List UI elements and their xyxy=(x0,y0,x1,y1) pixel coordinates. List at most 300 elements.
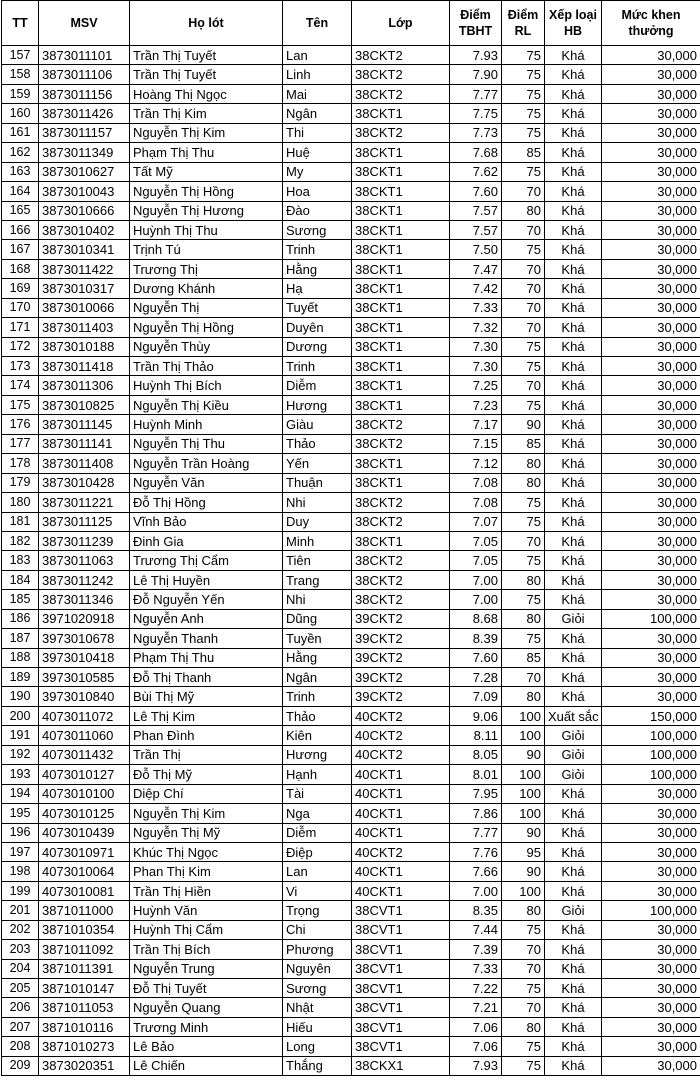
cell-ten: Trinh xyxy=(283,687,352,706)
cell-ten: Thi xyxy=(283,123,352,142)
cell-ten: Thảo xyxy=(283,706,352,725)
cell-diem-rl: 75 xyxy=(502,104,545,123)
cell-ten: Diễm xyxy=(283,376,352,395)
cell-tt: 174 xyxy=(2,376,39,395)
cell-diem-tbht: 7.57 xyxy=(450,220,502,239)
cell-ten: Kiên xyxy=(283,726,352,745)
cell-diem-rl: 70 xyxy=(502,220,545,239)
cell-msv: 3873011101 xyxy=(39,46,130,65)
cell-muc-khen: 30,000 xyxy=(602,434,700,453)
cell-xep-loai: Khá xyxy=(545,240,602,259)
cell-xep-loai: Khá xyxy=(545,512,602,531)
cell-tt: 173 xyxy=(2,357,39,376)
scholarship-table xyxy=(1,0,700,1076)
cell-muc-khen: 30,000 xyxy=(602,84,700,103)
cell-diem-rl: 80 xyxy=(502,201,545,220)
cell-diem-rl: 100 xyxy=(502,804,545,823)
cell-ho-lot: Huỳnh Thị Thu xyxy=(130,220,283,239)
cell-muc-khen: 30,000 xyxy=(602,357,700,376)
cell-ten: Ngân xyxy=(283,668,352,687)
cell-xep-loai: Khá xyxy=(545,979,602,998)
cell-ten: Vi xyxy=(283,881,352,900)
cell-tt: 209 xyxy=(2,1056,39,1075)
cell-diem-tbht: 7.08 xyxy=(450,473,502,492)
cell-ho-lot: Đỗ Thị Tuyết xyxy=(130,979,283,998)
cell-ten: Nga xyxy=(283,804,352,823)
cell-ho-lot: Nguyễn Thị xyxy=(130,298,283,317)
cell-diem-tbht: 7.73 xyxy=(450,123,502,142)
cell-diem-rl: 75 xyxy=(502,240,545,259)
cell-msv: 3871011000 xyxy=(39,901,130,920)
cell-ho-lot: Lê Thị Huyền xyxy=(130,570,283,589)
cell-diem-tbht: 7.76 xyxy=(450,842,502,861)
cell-ho-lot: Đỗ Thị Thanh xyxy=(130,668,283,687)
table-row xyxy=(2,745,700,764)
cell-tt: 171 xyxy=(2,318,39,337)
cell-ho-lot: Trần Thị Hiền xyxy=(130,881,283,900)
cell-diem-tbht: 7.77 xyxy=(450,823,502,842)
cell-msv: 3873020351 xyxy=(39,1056,130,1075)
cell-ho-lot: Trịnh Tú xyxy=(130,240,283,259)
cell-diem-tbht: 7.30 xyxy=(450,337,502,356)
cell-diem-rl: 100 xyxy=(502,706,545,725)
table-row xyxy=(2,434,700,453)
cell-tt: 192 xyxy=(2,745,39,764)
cell-muc-khen: 30,000 xyxy=(602,570,700,589)
cell-lop: 40CKT1 xyxy=(352,765,450,784)
table-row xyxy=(2,65,700,84)
cell-msv: 3873011306 xyxy=(39,376,130,395)
cell-lop: 40CKT1 xyxy=(352,823,450,842)
cell-diem-tbht: 7.15 xyxy=(450,434,502,453)
cell-muc-khen: 30,000 xyxy=(602,473,700,492)
cell-ten: Điệp xyxy=(283,842,352,861)
cell-diem-tbht: 7.06 xyxy=(450,1037,502,1056)
cell-lop: 39CKT2 xyxy=(352,648,450,667)
cell-ho-lot: Nguyễn Thị Kiều xyxy=(130,395,283,414)
cell-lop: 38CKT1 xyxy=(352,376,450,395)
cell-diem-tbht: 7.06 xyxy=(450,1017,502,1036)
cell-ho-lot: Nguyễn Trung xyxy=(130,959,283,978)
cell-msv: 4073010081 xyxy=(39,881,130,900)
cell-ten: Dương xyxy=(283,337,352,356)
cell-ho-lot: Trần Thị Tuyết xyxy=(130,46,283,65)
cell-msv: 3873011242 xyxy=(39,570,130,589)
cell-ho-lot: Đỗ Thị Mỹ xyxy=(130,765,283,784)
cell-msv: 3973010678 xyxy=(39,629,130,648)
cell-muc-khen: 30,000 xyxy=(602,940,700,959)
cell-xep-loai: Khá xyxy=(545,1056,602,1075)
cell-lop: 38CKT1 xyxy=(352,182,450,201)
cell-lop: 38CKT2 xyxy=(352,84,450,103)
cell-xep-loai: Khá xyxy=(545,104,602,123)
cell-ten: Huệ xyxy=(283,143,352,162)
cell-diem-tbht: 7.86 xyxy=(450,804,502,823)
cell-diem-rl: 70 xyxy=(502,318,545,337)
cell-msv: 4073010127 xyxy=(39,765,130,784)
cell-tt: 208 xyxy=(2,1037,39,1056)
cell-diem-rl: 75 xyxy=(502,1037,545,1056)
cell-lop: 38CKT1 xyxy=(352,104,450,123)
cell-xep-loai: Khá xyxy=(545,84,602,103)
cell-xep-loai: Khá xyxy=(545,65,602,84)
cell-muc-khen: 30,000 xyxy=(602,979,700,998)
cell-muc-khen: 30,000 xyxy=(602,259,700,278)
cell-ten: Thuận xyxy=(283,473,352,492)
cell-lop: 40CKT2 xyxy=(352,842,450,861)
cell-diem-tbht: 7.60 xyxy=(450,648,502,667)
cell-muc-khen: 100,000 xyxy=(602,901,700,920)
table-row xyxy=(2,920,700,939)
cell-ho-lot: Nguyễn Thanh xyxy=(130,629,283,648)
header-lop: Lớp xyxy=(352,1,450,46)
cell-ten: Tài xyxy=(283,784,352,803)
cell-muc-khen: 30,000 xyxy=(602,512,700,531)
cell-diem-rl: 75 xyxy=(502,629,545,648)
cell-msv: 3873011063 xyxy=(39,551,130,570)
cell-msv: 4073011432 xyxy=(39,745,130,764)
table-row xyxy=(2,395,700,414)
cell-diem-rl: 100 xyxy=(502,765,545,784)
cell-muc-khen: 30,000 xyxy=(602,376,700,395)
cell-xep-loai: Khá xyxy=(545,823,602,842)
table-row xyxy=(2,318,700,337)
cell-tt: 199 xyxy=(2,881,39,900)
cell-ten: Chi xyxy=(283,920,352,939)
table-row xyxy=(2,143,700,162)
cell-lop: 38CKT2 xyxy=(352,415,450,434)
table-row xyxy=(2,1037,700,1056)
cell-lop: 38CKT1 xyxy=(352,220,450,239)
cell-muc-khen: 30,000 xyxy=(602,590,700,609)
cell-ten: Yến xyxy=(283,454,352,473)
cell-msv: 3873011141 xyxy=(39,434,130,453)
cell-msv: 3873011145 xyxy=(39,415,130,434)
cell-lop: 38CKT2 xyxy=(352,65,450,84)
cell-diem-rl: 95 xyxy=(502,842,545,861)
cell-diem-rl: 80 xyxy=(502,1017,545,1036)
cell-msv: 4073010439 xyxy=(39,823,130,842)
cell-ho-lot: Nguyễn Thị Mỹ xyxy=(130,823,283,842)
cell-lop: 38CKX1 xyxy=(352,1056,450,1075)
cell-diem-rl: 75 xyxy=(502,84,545,103)
cell-msv: 3873010627 xyxy=(39,162,130,181)
cell-diem-tbht: 7.30 xyxy=(450,357,502,376)
cell-tt: 207 xyxy=(2,1017,39,1036)
cell-xep-loai: Khá xyxy=(545,434,602,453)
cell-tt: 187 xyxy=(2,629,39,648)
cell-diem-tbht: 8.39 xyxy=(450,629,502,648)
table-row xyxy=(2,259,700,278)
cell-ho-lot: Huỳnh Thị Bích xyxy=(130,376,283,395)
cell-ho-lot: Phạm Thị Thu xyxy=(130,143,283,162)
cell-ho-lot: Phan Thị Kim xyxy=(130,862,283,881)
cell-tt: 183 xyxy=(2,551,39,570)
cell-tt: 177 xyxy=(2,434,39,453)
table-row xyxy=(2,998,700,1017)
cell-xep-loai: Khá xyxy=(545,862,602,881)
cell-lop: 38CKT1 xyxy=(352,162,450,181)
cell-xep-loai: Khá xyxy=(545,201,602,220)
cell-diem-rl: 80 xyxy=(502,609,545,628)
header-muc-khen: Mức khen thưởng xyxy=(602,1,700,46)
cell-muc-khen: 30,000 xyxy=(602,318,700,337)
cell-ho-lot: Đỗ Thị Hồng xyxy=(130,493,283,512)
cell-diem-rl: 70 xyxy=(502,998,545,1017)
cell-msv: 3873011403 xyxy=(39,318,130,337)
cell-ho-lot: Nguyễn Anh xyxy=(130,609,283,628)
cell-ho-lot: Trương Minh xyxy=(130,1017,283,1036)
cell-ten: Trang xyxy=(283,570,352,589)
cell-lop: 38CKT1 xyxy=(352,454,450,473)
cell-diem-tbht: 7.09 xyxy=(450,687,502,706)
cell-diem-rl: 75 xyxy=(502,551,545,570)
cell-ho-lot: Nguyễn Trần Hoàng xyxy=(130,454,283,473)
cell-ho-lot: Huỳnh Văn xyxy=(130,901,283,920)
cell-xep-loai: Khá xyxy=(545,318,602,337)
cell-ten: Tiên xyxy=(283,551,352,570)
cell-xep-loai: Khá xyxy=(545,842,602,861)
cell-tt: 201 xyxy=(2,901,39,920)
cell-msv: 3873011408 xyxy=(39,454,130,473)
cell-diem-tbht: 7.32 xyxy=(450,318,502,337)
cell-ten: Nguyên xyxy=(283,959,352,978)
cell-diem-tbht: 7.07 xyxy=(450,512,502,531)
cell-tt: 175 xyxy=(2,395,39,414)
cell-diem-tbht: 7.08 xyxy=(450,493,502,512)
cell-xep-loai: Khá xyxy=(545,473,602,492)
cell-diem-rl: 70 xyxy=(502,298,545,317)
cell-tt: 204 xyxy=(2,959,39,978)
cell-muc-khen: 30,000 xyxy=(602,143,700,162)
cell-muc-khen: 30,000 xyxy=(602,104,700,123)
cell-lop: 38CKT1 xyxy=(352,357,450,376)
cell-muc-khen: 30,000 xyxy=(602,279,700,298)
cell-diem-tbht: 7.50 xyxy=(450,240,502,259)
cell-lop: 38CKT2 xyxy=(352,123,450,142)
cell-diem-tbht: 8.11 xyxy=(450,726,502,745)
cell-tt: 202 xyxy=(2,920,39,939)
table-row xyxy=(2,629,700,648)
cell-ten: Thảo xyxy=(283,434,352,453)
cell-msv: 3873010825 xyxy=(39,395,130,414)
cell-xep-loai: Giỏi xyxy=(545,726,602,745)
cell-xep-loai: Khá xyxy=(545,920,602,939)
cell-tt: 167 xyxy=(2,240,39,259)
table-row xyxy=(2,415,700,434)
cell-diem-tbht: 9.06 xyxy=(450,706,502,725)
cell-ho-lot: Đinh Gia xyxy=(130,531,283,550)
cell-xep-loai: Khá xyxy=(545,415,602,434)
table-row xyxy=(2,881,700,900)
cell-diem-tbht: 7.90 xyxy=(450,65,502,84)
cell-ten: Duy xyxy=(283,512,352,531)
cell-diem-tbht: 7.17 xyxy=(450,415,502,434)
cell-ten: Trọng xyxy=(283,901,352,920)
cell-tt: 194 xyxy=(2,784,39,803)
cell-xep-loai: Khá xyxy=(545,395,602,414)
cell-diem-tbht: 7.21 xyxy=(450,998,502,1017)
cell-lop: 40CKT2 xyxy=(352,726,450,745)
cell-xep-loai: Giỏi xyxy=(545,745,602,764)
cell-diem-tbht: 7.42 xyxy=(450,279,502,298)
table-row xyxy=(2,376,700,395)
cell-muc-khen: 30,000 xyxy=(602,629,700,648)
cell-tt: 172 xyxy=(2,337,39,356)
cell-diem-tbht: 7.77 xyxy=(450,84,502,103)
cell-diem-tbht: 7.44 xyxy=(450,920,502,939)
cell-diem-rl: 90 xyxy=(502,745,545,764)
cell-tt: 159 xyxy=(2,84,39,103)
table-row xyxy=(2,46,700,65)
table-header xyxy=(2,1,700,46)
cell-xep-loai: Khá xyxy=(545,337,602,356)
cell-lop: 39CKT2 xyxy=(352,668,450,687)
cell-diem-tbht: 7.00 xyxy=(450,881,502,900)
cell-diem-rl: 75 xyxy=(502,1056,545,1075)
cell-xep-loai: Khá xyxy=(545,998,602,1017)
cell-xep-loai: Khá xyxy=(545,687,602,706)
cell-muc-khen: 30,000 xyxy=(602,220,700,239)
cell-diem-tbht: 7.57 xyxy=(450,201,502,220)
cell-lop: 38CKT1 xyxy=(352,240,450,259)
cell-muc-khen: 30,000 xyxy=(602,804,700,823)
cell-diem-tbht: 8.01 xyxy=(450,765,502,784)
table-row xyxy=(2,357,700,376)
cell-diem-rl: 70 xyxy=(502,940,545,959)
cell-tt: 206 xyxy=(2,998,39,1017)
cell-lop: 38CKT1 xyxy=(352,201,450,220)
cell-ten: Lan xyxy=(283,46,352,65)
cell-ten: Nhật xyxy=(283,998,352,1017)
cell-lop: 38CKT2 xyxy=(352,46,450,65)
cell-xep-loai: Khá xyxy=(545,531,602,550)
cell-tt: 181 xyxy=(2,512,39,531)
cell-ten: Nhi xyxy=(283,493,352,512)
cell-diem-rl: 75 xyxy=(502,590,545,609)
cell-ho-lot: Phạm Thị Thu xyxy=(130,648,283,667)
cell-tt: 179 xyxy=(2,473,39,492)
cell-diem-tbht: 7.12 xyxy=(450,454,502,473)
cell-msv: 3871011092 xyxy=(39,940,130,959)
cell-lop: 38CKT2 xyxy=(352,512,450,531)
cell-tt: 203 xyxy=(2,940,39,959)
cell-xep-loai: Khá xyxy=(545,590,602,609)
cell-tt: 188 xyxy=(2,648,39,667)
cell-ten: Dũng xyxy=(283,609,352,628)
table-row xyxy=(2,668,700,687)
cell-xep-loai: Giỏi xyxy=(545,765,602,784)
table-row xyxy=(2,123,700,142)
cell-diem-rl: 75 xyxy=(502,357,545,376)
table-row xyxy=(2,940,700,959)
cell-msv: 4073011060 xyxy=(39,726,130,745)
cell-muc-khen: 30,000 xyxy=(602,668,700,687)
cell-msv: 3973010585 xyxy=(39,668,130,687)
cell-diem-tbht: 7.33 xyxy=(450,298,502,317)
table-row xyxy=(2,1017,700,1036)
cell-ho-lot: Khúc Thị Ngọc xyxy=(130,842,283,861)
cell-muc-khen: 30,000 xyxy=(602,551,700,570)
cell-muc-khen: 30,000 xyxy=(602,648,700,667)
cell-lop: 39CKT2 xyxy=(352,609,450,628)
cell-diem-tbht: 7.93 xyxy=(450,46,502,65)
cell-muc-khen: 100,000 xyxy=(602,745,700,764)
table-row xyxy=(2,512,700,531)
cell-ten: Hiếu xyxy=(283,1017,352,1036)
cell-tt: 193 xyxy=(2,765,39,784)
table-row xyxy=(2,979,700,998)
cell-muc-khen: 30,000 xyxy=(602,998,700,1017)
cell-tt: 162 xyxy=(2,143,39,162)
cell-diem-tbht: 7.05 xyxy=(450,551,502,570)
cell-xep-loai: Giỏi xyxy=(545,901,602,920)
cell-diem-rl: 80 xyxy=(502,473,545,492)
cell-xep-loai: Khá xyxy=(545,940,602,959)
cell-diem-rl: 80 xyxy=(502,454,545,473)
cell-msv: 3871010116 xyxy=(39,1017,130,1036)
cell-diem-tbht: 7.60 xyxy=(450,182,502,201)
table-row xyxy=(2,609,700,628)
cell-diem-tbht: 8.35 xyxy=(450,901,502,920)
cell-lop: 40CKT1 xyxy=(352,881,450,900)
table-row xyxy=(2,726,700,745)
cell-ten: Sương xyxy=(283,979,352,998)
cell-tt: 170 xyxy=(2,298,39,317)
cell-tt: 176 xyxy=(2,415,39,434)
cell-ho-lot: Lê Thị Kim xyxy=(130,706,283,725)
cell-muc-khen: 30,000 xyxy=(602,454,700,473)
cell-tt: 180 xyxy=(2,493,39,512)
cell-muc-khen: 30,000 xyxy=(602,920,700,939)
cell-msv: 3873010341 xyxy=(39,240,130,259)
table-row xyxy=(2,551,700,570)
cell-tt: 164 xyxy=(2,182,39,201)
cell-ho-lot: Nguyễn Thị Hương xyxy=(130,201,283,220)
cell-xep-loai: Khá xyxy=(545,298,602,317)
cell-tt: 165 xyxy=(2,201,39,220)
cell-lop: 39CKT2 xyxy=(352,629,450,648)
cell-xep-loai: Khá xyxy=(545,648,602,667)
cell-diem-rl: 90 xyxy=(502,823,545,842)
cell-tt: 189 xyxy=(2,668,39,687)
table-row xyxy=(2,784,700,803)
cell-diem-rl: 70 xyxy=(502,668,545,687)
cell-ten: Hương xyxy=(283,395,352,414)
cell-ten: My xyxy=(283,162,352,181)
cell-diem-tbht: 7.68 xyxy=(450,143,502,162)
cell-diem-tbht: 7.75 xyxy=(450,104,502,123)
cell-muc-khen: 30,000 xyxy=(602,842,700,861)
cell-ho-lot: Diệp Chí xyxy=(130,784,283,803)
cell-tt: 166 xyxy=(2,220,39,239)
cell-diem-rl: 70 xyxy=(502,259,545,278)
table-row xyxy=(2,182,700,201)
cell-xep-loai: Khá xyxy=(545,143,602,162)
cell-diem-tbht: 7.22 xyxy=(450,979,502,998)
cell-msv: 4073010125 xyxy=(39,804,130,823)
cell-xep-loai: Khá xyxy=(545,376,602,395)
cell-lop: 40CKT1 xyxy=(352,862,450,881)
cell-tt: 161 xyxy=(2,123,39,142)
cell-tt: 198 xyxy=(2,862,39,881)
table-row xyxy=(2,570,700,589)
table-row xyxy=(2,804,700,823)
cell-xep-loai: Khá xyxy=(545,804,602,823)
cell-muc-khen: 30,000 xyxy=(602,687,700,706)
cell-ho-lot: Trương Thị Cẩm xyxy=(130,551,283,570)
cell-diem-rl: 75 xyxy=(502,65,545,84)
